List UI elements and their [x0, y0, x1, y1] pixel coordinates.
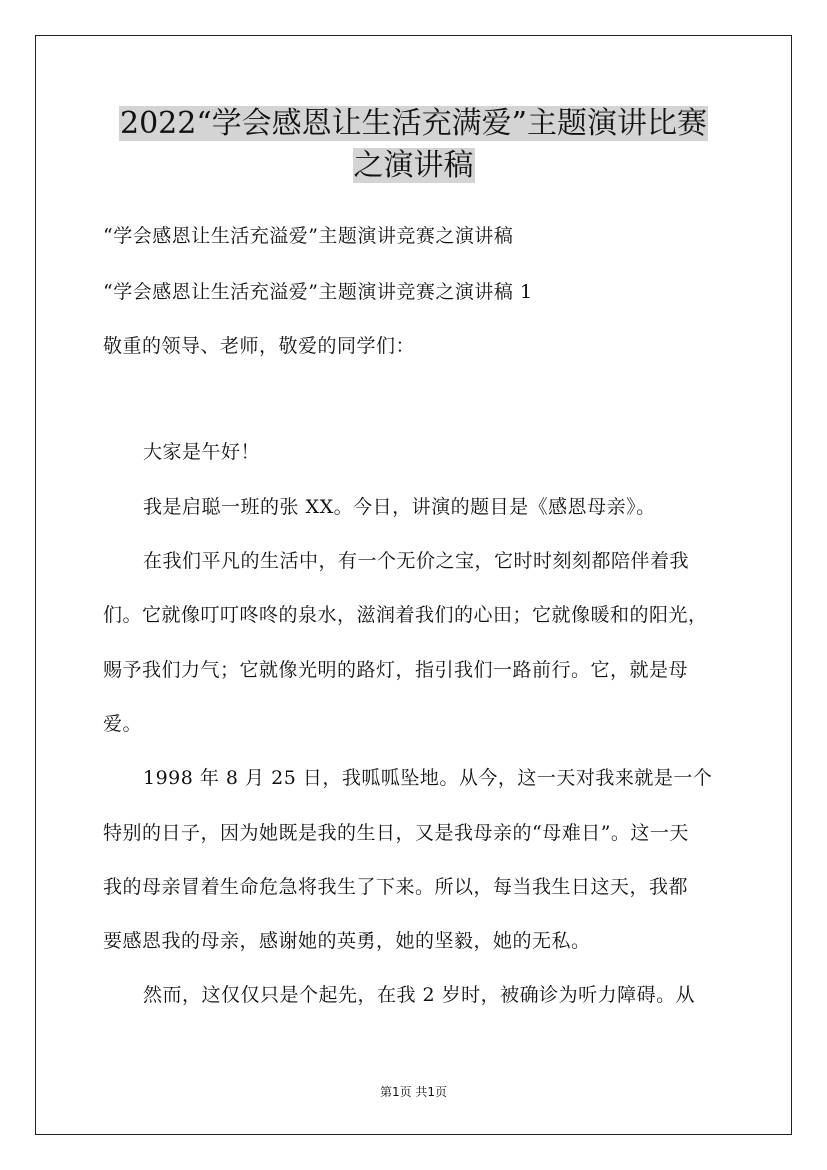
intro-paragraph: 我是启聪一班的张 XX。今日，讲演的题目是《感恩母亲》。	[143, 496, 656, 518]
subtitle-line-numbered: “学会感恩让生活充溢爱”主题演讲竞赛之演讲稿 1	[103, 281, 533, 303]
paragraph-line: 爱。	[103, 713, 143, 735]
paragraph-line: 赐予我们力气；它就像光明的路灯，指引我们一路前行。它，就是母	[103, 659, 689, 681]
paragraph-line: 1998 年 8 月 25 日，我呱呱坠地。从今，这一天对我来就是一个	[143, 767, 713, 789]
subtitle-line: “学会感恩让生活充溢爱”主题演讲竞赛之演讲稿	[103, 225, 514, 247]
paragraph-line: 们。它就像叮叮咚咚的泉水，滋润着我们的心田；它就像暖和的阳光，	[103, 604, 708, 626]
paragraph-line: 特别的日子，因为她既是我的生日，又是我母亲的“母难日”。这一天	[103, 822, 689, 844]
document-title-line-2: 之演讲稿	[353, 148, 474, 183]
document-title-line-1: 2022“学会感恩让生活充满爱”主题演讲比赛	[119, 106, 708, 141]
paragraph-line: 在我们平凡的生活中，有一个无价之宝，它时时刻刻都陪伴着我	[143, 550, 690, 572]
paragraph-line: 要感恩我的母亲，感谢她的英勇，她的坚毅，她的无私。	[103, 930, 591, 952]
paragraph-line: 然而，这仅仅只是个起先，在我 2 岁时，被确诊为听力障碍。从	[143, 984, 696, 1006]
greeting: 大家是午好！	[143, 441, 261, 463]
page-footer: 第1页 共1页	[379, 1085, 448, 1099]
paragraph-line: 我的母亲冒着生命危急将我生了下来。所以，每当我生日这天，我都	[103, 876, 689, 898]
salutation: 敬重的领导、老师，敬爱的同学们：	[103, 335, 416, 357]
page-border	[35, 35, 792, 1135]
